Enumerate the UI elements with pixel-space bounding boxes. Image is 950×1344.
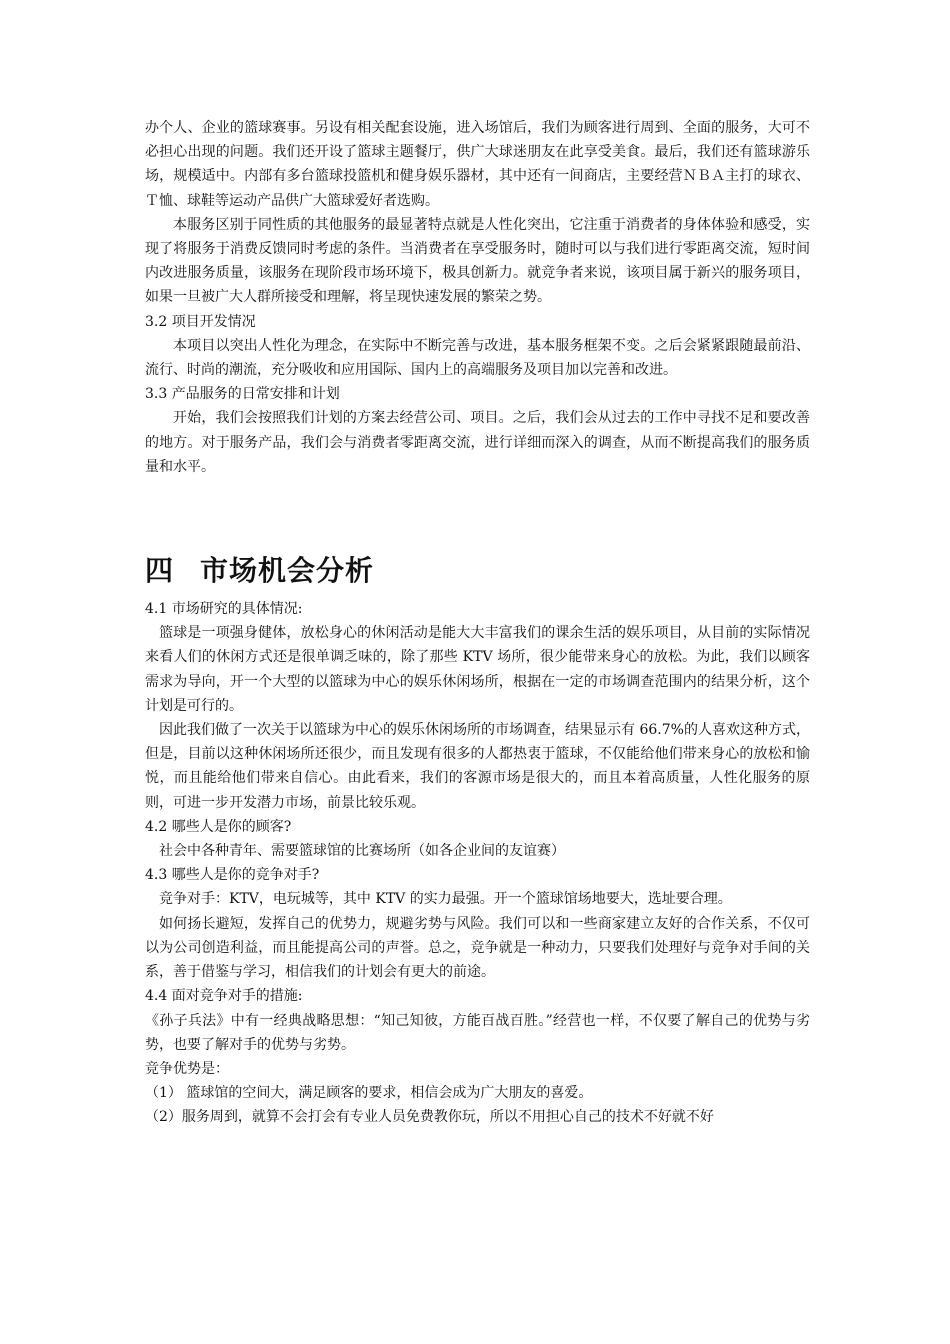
paragraph-4-2: 社会中各种青年、需要篮球馆的比赛场所（如各企业间的友谊赛） <box>159 843 565 860</box>
chapter-title: 市场机会分析 <box>200 554 375 588</box>
heading-3-3: 3.3 产品服务的日常安排和计划 <box>145 386 340 403</box>
advantage-item-2: （2）服务周到，就算不会打会有专业人员免费教你玩，所以不用担心自己的技术不好就不好 <box>145 1109 714 1126</box>
document-page <box>145 116 810 1130</box>
heading-4-3: 4.3 哪些人是你的竞争对手? <box>145 867 320 884</box>
paragraph-features: 本服务区别于同性质的其他服务的最显著特点就是人性化突出，它注重于消费者的身体体验和感受，实现了将服务于消费反馈同时考虑的条件。当消费者在享受服务时，随时可以与我们进行零距离交流，短时间内改进服务质量，该服务在现阶段市场环境下，极具创新力。就竞争者来说，该项目属于新兴的服务项目，如果一旦被广大人群所接受和理解，将呈现快速发展的繁荣之势。 <box>145 216 810 306</box>
chapter-heading <box>145 551 810 591</box>
heading-4-2: 4.2 哪些人是你的顾客? <box>145 818 292 835</box>
paragraph-4-3b: 如何扬长避短，发挥自己的优势力，规避劣势与风险。我们可以和一些商家建立友好的合作关系，不仅可以为公司创造利益，而且能提高公司的声誉。总之，竞争就是一种动力，只要我们处理好与竞争对手间的关系，善于借鉴与学习，相信我们的计划会有更大的前途。 <box>145 915 810 981</box>
paragraph-4-4: 《孙子兵法》中有一经典战略思想：“知己知彼，方能百战百胜。”经营也一样，不仅要了解自己的优势与劣势，也要了解对手的优势与劣势。 <box>145 1012 810 1053</box>
chapter-number: 四 <box>145 554 175 588</box>
advantage-item-1: （1） 篮球馆的空间大，满足顾客的要求，相信会成为广大朋友的喜爱。 <box>145 1085 593 1102</box>
paragraph-3-3: 开始，我们会按照我们计划的方案去经营公司、项目。之后，我们会从过去的工作中寻找不足和要改善的地方。对于服务产品，我们会与消费者零距离交流，进行详细而深入的调查，从而不断提高我们的服务质量和水平。 <box>145 410 810 475</box>
paragraph-4-3a: 竞争对手：KTV，电玩城等，其中 KTV 的实力最强。开一个篮球馆场地要大，选址要合理。 <box>159 891 732 908</box>
heading-3-2: 3.2 项目开发情况 <box>145 313 256 330</box>
heading-4-4: 4.4 面对竞争对手的措施: <box>145 988 303 1005</box>
paragraph-facilities: 办个人、企业的篮球赛事。另设有相关配套设施，进入场馆后，我们为顾客进行周到、全面的服务，大可不必担心出现的问题。我们还开设了篮球主题餐厅，供广大球迷朋友在此享受美食。最后，我们还有篮球游乐场，规模适中。内部有多台篮球投篮机和健身娱乐器材，其中还有一间商店，主要经营ＮＢＡ主打的球衣、Ｔ恤、球鞋等运动产品供广大篮球爱好者选购。 <box>145 120 810 209</box>
heading-4-1: 4.1 市场研究的具体情况: <box>145 601 303 618</box>
paragraph-4-1a: 篮球是一项强身健体，放松身心的休闲活动是能大大丰富我们的课余生活的娱乐项目，从目前的实际情况来看人们的休闲方式还是很单调乏味的，除了那些 KTV 场所，很少能带来身心的放松。为此，我们以顾客需求为导向，开一个大型的以篮球为中心的娱乐休闲场所，根据在一定的市场调查范围内的结果分析，这个计划是可行的。 <box>145 625 810 714</box>
paragraph-4-1b: 因此我们做了一次关于以篮球为中心的娱乐休闲场所的市场调查，结果显示有 66.7%的人喜欢这种方式，但是，目前以这种休闲场所还很少，而且发现有很多的人都热衷于篮球，不仅能给他们带来身心的放松和愉悦，而且能给他们带来自信心。由此看来，我们的客源市场是很大的，而且本着高质量，人性化服务的原则，可进一步开发潜力市场，前景比较乐观。 <box>145 722 810 811</box>
paragraph-3-2: 本项目以突出人性化为理念，在实际中不断完善与改进，基本服务框架不变。之后会紧紧跟随最前沿、流行、时尚的潮流，充分吸收和应用国际、国内上的高端服务及项目加以完善和改进。 <box>145 337 810 379</box>
advantages-label: 竞争优势是： <box>145 1060 229 1077</box>
